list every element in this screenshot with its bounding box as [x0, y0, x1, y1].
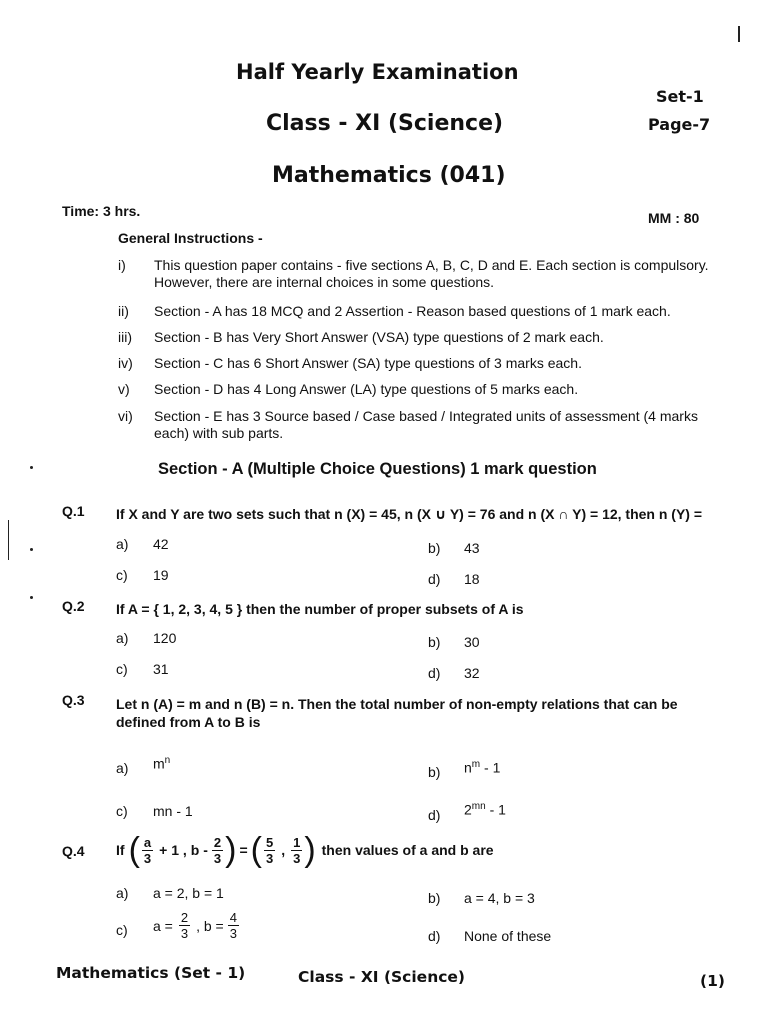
page-label: Page-7	[648, 115, 711, 134]
question-text: Let n (A) = m and n (B) = n. Then the total number of non-empty relations that can be defined from A to B is	[116, 696, 678, 730]
question-number: Q.4	[62, 843, 85, 859]
option-value: 43	[464, 540, 480, 556]
numerator: 1	[293, 834, 301, 850]
scan-dot	[30, 596, 33, 599]
denominator: 3	[213, 850, 222, 866]
option-value: None of these	[464, 928, 552, 944]
option-label: c)	[116, 661, 128, 677]
option-value: 42	[153, 536, 169, 552]
scan-mark	[8, 520, 9, 560]
option-label: d)	[428, 928, 441, 944]
instruction-number: iii)	[118, 329, 132, 345]
fraction	[179, 910, 190, 941]
right-paren: )	[225, 831, 237, 869]
fraction	[291, 835, 302, 866]
option-label: b)	[428, 634, 441, 650]
fraction	[264, 835, 275, 866]
equals-sign: =	[239, 842, 248, 858]
math-text: ,	[281, 842, 286, 858]
option-value: a = 2, b = 1	[153, 885, 224, 901]
scan-mark	[738, 26, 740, 42]
footer-subject: Mathematics (Set - 1)	[56, 964, 246, 982]
option-label: a)	[116, 885, 129, 901]
option-label: a)	[116, 630, 129, 646]
question-suffix: then values of a and b are	[321, 842, 494, 858]
instruction-text: Section - D has 4 Long Answer (LA) type questions of 5 marks each.	[154, 381, 579, 397]
option-base: n	[464, 759, 472, 776]
option-text: a =	[153, 917, 173, 934]
option-label: d)	[428, 807, 441, 823]
math-text: + 1 ,	[159, 842, 187, 858]
instruction-text: Section - C has 6 Short Answer (SA) type questions of 3 marks each.	[154, 355, 582, 371]
option-value: mn - 1	[153, 803, 193, 819]
option-label: b)	[428, 540, 441, 556]
option-value	[464, 801, 506, 818]
question-prefix: If	[116, 842, 125, 858]
option-value: 31	[153, 661, 169, 677]
instruction-text: Section - E has 3 Source based / Case based / Integrated units of assessment (4 marks each) with sub parts.	[154, 408, 698, 441]
instructions-heading: General Instructions -	[118, 230, 263, 246]
set-number: Set-1	[656, 87, 704, 106]
option-value: 18	[464, 571, 480, 587]
section-a-heading: Section - A (Multiple Choice Questions) 1 mark question	[158, 460, 597, 478]
denominator: 3	[229, 926, 237, 941]
math-text: b -	[190, 842, 208, 858]
option-text: , b =	[196, 917, 224, 934]
option-base: m	[153, 755, 165, 772]
denominator: 3	[180, 926, 189, 941]
denominator: 3	[143, 850, 152, 866]
option-suffix: - 1	[485, 801, 506, 818]
instruction-text: This question paper contains - five sections A, B, C, D and E. Each section is compulsory. However, there are internal choices in some questions.	[154, 257, 709, 290]
option-label: c)	[116, 922, 128, 938]
instruction-text: Section - A has 18 MCQ and 2 Assertion - Reason based questions of 1 mark each.	[154, 303, 671, 319]
left-paren: (	[128, 831, 140, 869]
instruction-number: v)	[118, 381, 130, 397]
instruction-number: ii)	[118, 303, 129, 319]
option-value: a = 4, b = 3	[464, 890, 535, 906]
denominator: 3	[293, 850, 301, 866]
class-title: Class - XI (Science)	[266, 111, 504, 136]
question-text: If A = { 1, 2, 3, 4, 5 } then the number of proper subsets of A is	[116, 601, 524, 617]
question-text: If X and Y are two sets such that n (X) = 45, n (X ∪ Y) = 76 and n (X ∩ Y) = 12, then n (Y) =	[116, 506, 703, 522]
instruction-number: vi)	[118, 408, 133, 424]
instruction-number: iv)	[118, 355, 133, 371]
option-label: a)	[116, 536, 129, 552]
fraction	[212, 835, 223, 866]
option-label: b)	[428, 764, 441, 780]
option-value: 19	[153, 567, 169, 583]
option-label: c)	[116, 567, 128, 583]
option-value	[464, 759, 500, 776]
option-value: 120	[153, 630, 177, 646]
footer-class: Class - XI (Science)	[298, 968, 466, 986]
question-number: Q.2	[62, 598, 85, 614]
exam-title: Half Yearly Examination	[236, 60, 519, 84]
scan-dot	[30, 548, 33, 551]
fraction	[142, 835, 153, 866]
option-label: a)	[116, 760, 129, 776]
option-exponent: n	[164, 755, 171, 766]
option-value: 32	[464, 665, 480, 681]
option-label: b)	[428, 890, 441, 906]
numerator: 5	[265, 834, 274, 850]
denominator: 3	[265, 850, 274, 866]
question-text	[116, 833, 736, 867]
time-label: Time: 3 hrs.	[62, 203, 141, 219]
instruction-text: Section - B has Very Short Answer (VSA) type questions of 2 mark each.	[154, 329, 604, 345]
left-paren: (	[250, 831, 262, 869]
option-label: c)	[116, 803, 128, 819]
numerator: 4	[229, 910, 237, 925]
subject-title: Mathematics (041)	[272, 163, 506, 188]
option-label: d)	[428, 571, 441, 587]
question-number: Q.3	[62, 692, 85, 708]
scan-dot	[30, 466, 33, 469]
right-paren: )	[304, 831, 316, 869]
option-label: d)	[428, 665, 441, 681]
option-exponent: m	[471, 759, 481, 770]
option-suffix: - 1	[480, 759, 501, 776]
footer-page-number: (1)	[700, 972, 725, 990]
option-value: 30	[464, 634, 480, 650]
option-base: 2	[464, 801, 472, 818]
numerator: 2	[180, 910, 189, 925]
max-marks-label: MM : 80	[648, 210, 700, 226]
question-number: Q.1	[62, 503, 85, 519]
instruction-number: i)	[118, 257, 126, 273]
option-value	[153, 910, 241, 941]
option-exponent: mn	[471, 801, 486, 812]
numerator: a	[143, 834, 152, 850]
numerator: 2	[213, 834, 222, 850]
fraction	[228, 910, 239, 941]
option-value	[153, 755, 170, 772]
